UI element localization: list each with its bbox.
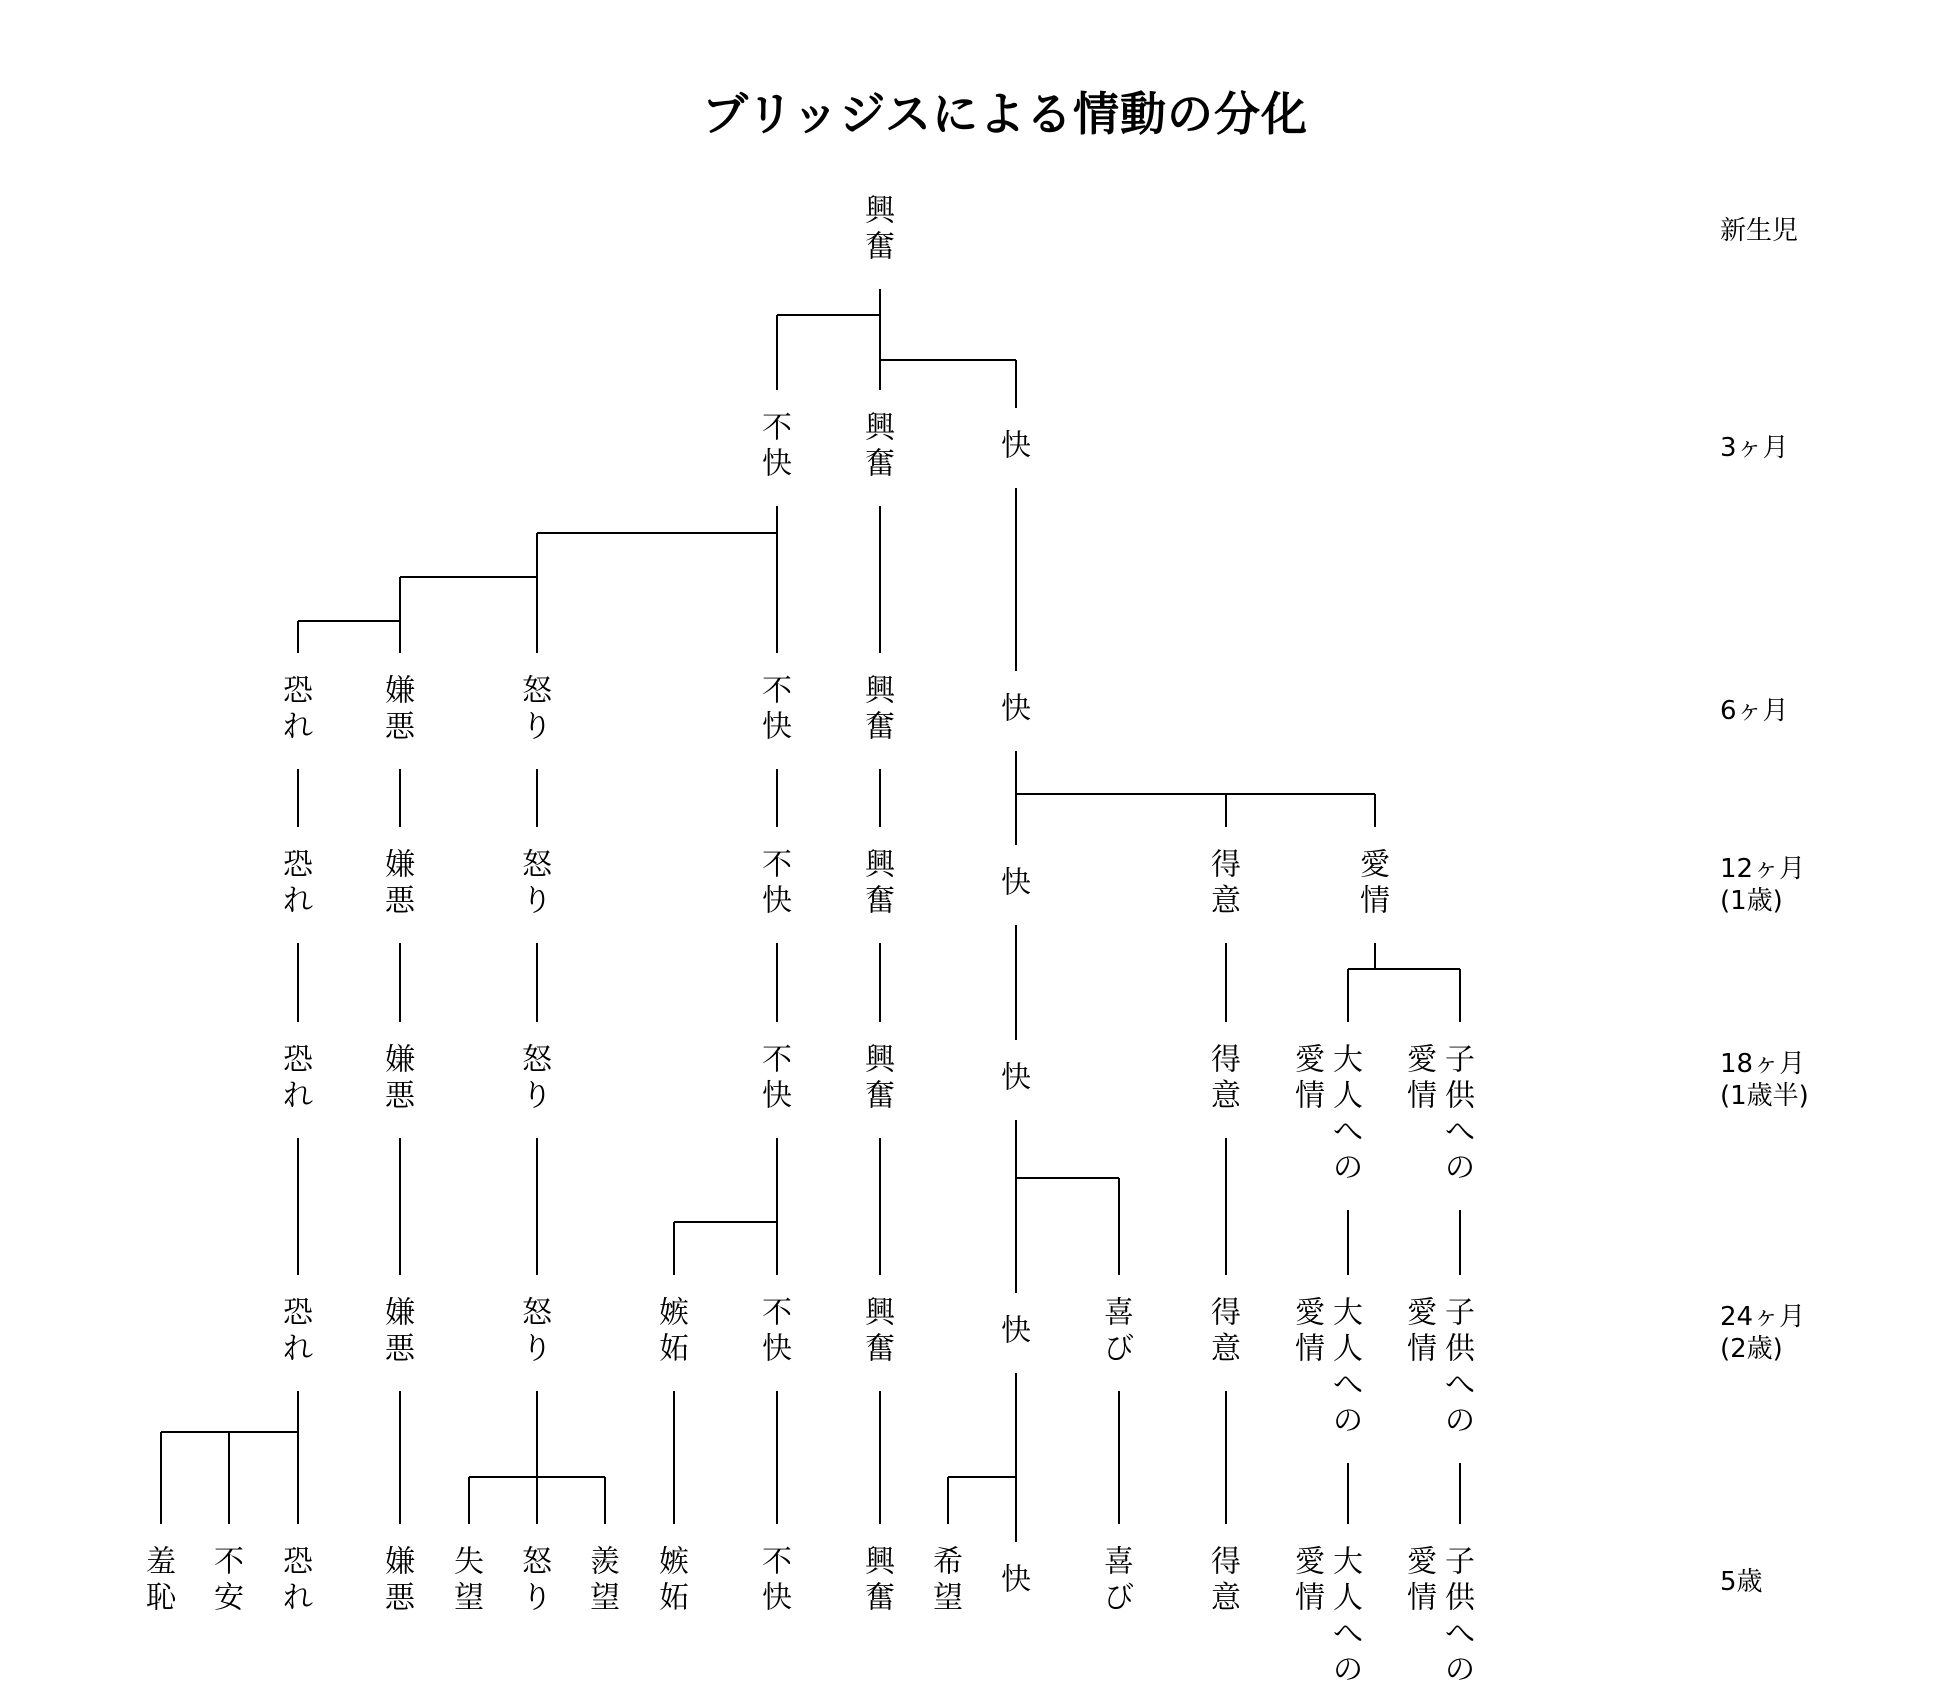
connector-lines xyxy=(161,289,1460,1542)
emotion-glyph: 不 xyxy=(762,410,792,446)
emotion-glyph: 恥 xyxy=(146,1580,176,1616)
emotion-label-joy-y5 xyxy=(1104,1545,1134,1616)
emotion-label-disgust-m18 xyxy=(385,1043,416,1114)
emotion-glyph: 快 xyxy=(762,446,792,482)
emotion-glyph: の xyxy=(1445,1403,1475,1439)
emotion-label-affection-m12 xyxy=(1360,848,1390,919)
emotion-glyph: り xyxy=(522,1078,552,1114)
emotion-label-affection_children-y5 xyxy=(1407,1545,1476,1684)
emotion-glyph: 希 xyxy=(933,1544,963,1580)
emotion-glyph: へ xyxy=(1445,1616,1475,1652)
stage-label-line: 6ヶ月 xyxy=(1720,696,1789,726)
emotion-glyph: 興 xyxy=(865,673,895,709)
stage-label-line: 3ヶ月 xyxy=(1720,433,1789,463)
emotion-glyph: り xyxy=(522,1580,552,1616)
emotion-glyph: 得 xyxy=(1211,1295,1241,1331)
emotion-glyph: へ xyxy=(1445,1367,1475,1403)
emotion-glyph: 大 xyxy=(1333,1042,1363,1078)
emotion-glyph: の xyxy=(1445,1150,1475,1186)
emotion-glyph: 得 xyxy=(1211,1544,1241,1580)
emotion-glyph: 快 xyxy=(1001,865,1031,901)
emotion-glyph: 供 xyxy=(1445,1580,1475,1616)
emotion-glyph: へ xyxy=(1333,1616,1363,1652)
emotion-label-disgust-y5 xyxy=(385,1545,416,1616)
emotion-glyph: 人 xyxy=(1333,1580,1363,1616)
emotion-label-disgust-m6 xyxy=(385,674,416,745)
emotion-glyph: 恐 xyxy=(283,1295,313,1331)
emotion-label-distress-m3 xyxy=(762,411,792,482)
emotion-glyph: 望 xyxy=(454,1580,484,1616)
emotion-glyph: 快 xyxy=(1001,1313,1031,1349)
emotion-glyph: 妬 xyxy=(659,1331,689,1367)
emotion-glyph: 喜 xyxy=(1104,1295,1134,1331)
emotion-label-delight-m12 xyxy=(1001,866,1031,901)
emotion-glyph: 大 xyxy=(1333,1295,1363,1331)
emotion-label-jealousy-y5 xyxy=(659,1545,689,1616)
emotion-glyph: 人 xyxy=(1333,1078,1363,1114)
emotion-glyph: 嫉 xyxy=(659,1544,689,1580)
emotion-glyph: 不 xyxy=(762,1042,792,1078)
emotion-glyph: 快 xyxy=(762,883,792,919)
emotion-label-delight-m18 xyxy=(1001,1061,1031,1096)
emotion-glyph: 興 xyxy=(865,193,895,229)
emotion-label-disappointment-y5 xyxy=(454,1545,484,1616)
emotion-label-excitement-m6 xyxy=(865,674,897,745)
emotion-glyph: 奮 xyxy=(865,709,895,745)
emotion-label-excitement-m3 xyxy=(865,411,897,482)
stage-label-y5 xyxy=(1720,1567,1763,1597)
emotion-glyph: れ xyxy=(283,709,313,745)
emotion-glyph: の xyxy=(1445,1652,1475,1684)
stage-label-line: 新生児 xyxy=(1720,216,1799,246)
emotion-label-fear-m12 xyxy=(283,848,314,919)
emotion-glyph: 大 xyxy=(1333,1544,1363,1580)
stage-label-line: 12ヶ月 xyxy=(1720,854,1806,884)
stage-label-m24 xyxy=(1720,1302,1805,1364)
emotion-glyph: 情 xyxy=(1407,1078,1437,1114)
diagram-title: ブリッジスによる情動の分化 xyxy=(702,87,1308,141)
emotion-glyph: 望 xyxy=(933,1580,963,1616)
emotion-glyph: 愛 xyxy=(1295,1544,1325,1580)
emotion-glyph: 快 xyxy=(762,1078,792,1114)
emotion-labels xyxy=(146,194,1476,1684)
emotion-label-elation-m24 xyxy=(1211,1296,1241,1367)
emotion-label-distress-m24 xyxy=(762,1296,792,1367)
emotion-glyph: び xyxy=(1104,1580,1134,1616)
emotion-glyph: 悪 xyxy=(385,1078,415,1114)
emotion-glyph: 奮 xyxy=(865,229,895,265)
emotion-glyph: 嫌 xyxy=(385,1544,415,1580)
emotion-glyph: 嫌 xyxy=(385,1042,415,1078)
emotion-glyph: 興 xyxy=(865,1295,895,1331)
emotion-label-hope-y5 xyxy=(933,1545,963,1616)
emotion-glyph: 怒 xyxy=(522,847,552,883)
stage-label-line: (1歳) xyxy=(1720,886,1783,916)
emotion-label-anger-y5 xyxy=(522,1545,553,1616)
emotion-label-fear-m6 xyxy=(283,674,314,745)
emotion-glyph: 快 xyxy=(1001,1562,1031,1598)
emotion-label-delight-y5 xyxy=(1001,1563,1031,1598)
emotion-label-excitement-newborn xyxy=(865,194,897,265)
emotion-glyph: 興 xyxy=(865,1544,895,1580)
emotion-label-fear-m24 xyxy=(283,1296,314,1367)
emotion-glyph: 妬 xyxy=(659,1580,689,1616)
emotion-glyph: 嫉 xyxy=(659,1295,689,1331)
emotion-glyph: 情 xyxy=(1295,1580,1325,1616)
emotion-glyph: 興 xyxy=(865,410,895,446)
emotion-glyph: へ xyxy=(1445,1114,1475,1150)
emotion-label-disgust-m24 xyxy=(385,1296,416,1367)
emotion-glyph: 愛 xyxy=(1360,847,1390,883)
emotion-label-excitement-m24 xyxy=(865,1296,897,1367)
emotion-label-fear-y5 xyxy=(283,1545,314,1616)
stage-label-line: 18ヶ月 xyxy=(1720,1049,1806,1079)
emotion-glyph: 意 xyxy=(1211,1580,1241,1616)
emotion-label-distress-y5 xyxy=(762,1545,792,1616)
emotion-glyph: 子 xyxy=(1445,1295,1475,1331)
emotion-glyph: 嫌 xyxy=(385,1295,415,1331)
emotion-glyph: 子 xyxy=(1445,1544,1475,1580)
emotion-glyph: 不 xyxy=(762,1295,792,1331)
emotion-glyph: 不 xyxy=(762,1544,792,1580)
emotion-glyph: 恐 xyxy=(283,1042,313,1078)
emotion-glyph: 嫌 xyxy=(385,673,415,709)
stage-label-m6 xyxy=(1720,696,1789,726)
emotion-label-affection_children-m24 xyxy=(1407,1296,1476,1439)
emotion-label-affection_adults-m24 xyxy=(1295,1296,1363,1439)
emotion-label-distress-m6 xyxy=(762,674,792,745)
emotion-glyph: 人 xyxy=(1333,1331,1363,1367)
emotion-label-anger-m24 xyxy=(522,1296,553,1367)
stage-label-m3 xyxy=(1720,433,1789,463)
emotion-glyph: 怒 xyxy=(522,1295,552,1331)
emotion-glyph: 供 xyxy=(1445,1078,1475,1114)
emotion-glyph: の xyxy=(1333,1652,1363,1684)
emotion-glyph: 快 xyxy=(762,1580,792,1616)
stage-label-m12 xyxy=(1720,854,1805,916)
emotion-glyph: れ xyxy=(283,1331,313,1367)
stage-label-line: 24ヶ月 xyxy=(1720,1302,1806,1332)
emotion-glyph: 情 xyxy=(1295,1078,1325,1114)
emotion-label-anger-m18 xyxy=(522,1043,553,1114)
emotion-glyph: 得 xyxy=(1211,847,1241,883)
emotion-label-disgust-m12 xyxy=(385,848,416,919)
emotion-glyph: 悪 xyxy=(385,1331,415,1367)
emotion-glyph: 怒 xyxy=(522,1042,552,1078)
emotion-glyph: 恐 xyxy=(283,847,313,883)
emotion-glyph: 意 xyxy=(1211,1331,1241,1367)
emotion-glyph: の xyxy=(1333,1150,1363,1186)
emotion-glyph: 興 xyxy=(865,1042,895,1078)
emotion-glyph: 情 xyxy=(1295,1331,1325,1367)
emotion-glyph: れ xyxy=(283,1580,313,1616)
emotion-glyph: 意 xyxy=(1211,1078,1241,1114)
emotion-glyph: 悪 xyxy=(385,709,415,745)
emotion-glyph: 情 xyxy=(1407,1331,1437,1367)
emotion-glyph: 奮 xyxy=(865,883,895,919)
emotion-label-elation-m18 xyxy=(1211,1043,1241,1114)
emotion-glyph: 愛 xyxy=(1295,1042,1325,1078)
emotion-glyph: 安 xyxy=(214,1580,244,1616)
emotion-glyph: 快 xyxy=(1001,691,1031,727)
emotion-glyph: 興 xyxy=(865,847,895,883)
emotion-label-affection_adults-y5 xyxy=(1295,1545,1363,1684)
emotion-glyph: 望 xyxy=(590,1580,620,1616)
emotion-label-envy-y5 xyxy=(590,1545,620,1616)
emotion-label-excitement-m12 xyxy=(865,848,897,919)
emotion-glyph: れ xyxy=(283,883,313,919)
emotion-glyph: 子 xyxy=(1445,1042,1475,1078)
emotion-label-shame-y5 xyxy=(146,1545,178,1616)
emotion-label-distress-m12 xyxy=(762,848,792,919)
stage-label-newborn xyxy=(1720,216,1798,246)
emotion-glyph: 快 xyxy=(762,1331,792,1367)
emotion-glyph: 悪 xyxy=(385,883,415,919)
emotion-glyph: 怒 xyxy=(522,673,552,709)
emotion-glyph: 愛 xyxy=(1407,1295,1437,1331)
emotion-label-distress-m18 xyxy=(762,1043,792,1114)
stage-label-m18 xyxy=(1720,1049,1809,1111)
emotion-label-joy-m24 xyxy=(1104,1296,1134,1367)
emotion-glyph: の xyxy=(1333,1403,1363,1439)
emotion-glyph: 奮 xyxy=(865,1580,895,1616)
emotion-label-fear-m18 xyxy=(283,1043,314,1114)
emotion-glyph: り xyxy=(522,709,552,745)
emotion-glyph: 奮 xyxy=(865,446,895,482)
emotion-glyph: 愛 xyxy=(1295,1295,1325,1331)
stage-label-line: (2歳) xyxy=(1720,1334,1783,1364)
stage-label-line: (1歳半) xyxy=(1720,1081,1809,1111)
emotion-label-delight-m6 xyxy=(1001,692,1031,727)
emotion-glyph: 嫌 xyxy=(385,847,415,883)
emotion-label-elation-y5 xyxy=(1211,1545,1241,1616)
emotion-glyph: び xyxy=(1104,1331,1134,1367)
emotion-label-delight-m24 xyxy=(1001,1314,1031,1349)
emotion-glyph: れ xyxy=(283,1078,313,1114)
emotion-label-affection_children-m18 xyxy=(1407,1043,1476,1186)
age-stage-labels xyxy=(1720,216,1809,1597)
emotion-glyph: 意 xyxy=(1211,883,1241,919)
emotion-label-elation-m12 xyxy=(1211,848,1241,919)
emotion-glyph: 愛 xyxy=(1407,1042,1437,1078)
emotion-glyph: 奮 xyxy=(865,1331,895,1367)
emotion-glyph: 快 xyxy=(1001,1060,1031,1096)
emotion-glyph: 喜 xyxy=(1104,1544,1134,1580)
emotion-glyph: 恐 xyxy=(283,1544,313,1580)
emotion-glyph: 不 xyxy=(762,847,792,883)
emotion-label-anger-m12 xyxy=(522,848,553,919)
emotion-glyph: 情 xyxy=(1360,883,1390,919)
emotion-glyph: 悪 xyxy=(385,1580,415,1616)
emotion-glyph: り xyxy=(522,1331,552,1367)
emotion-glyph: 供 xyxy=(1445,1331,1475,1367)
emotion-label-excitement-m18 xyxy=(865,1043,897,1114)
emotion-glyph: 愛 xyxy=(1407,1544,1437,1580)
emotion-glyph: 得 xyxy=(1211,1042,1241,1078)
emotion-glyph: 不 xyxy=(762,673,792,709)
emotion-glyph: 奮 xyxy=(865,1078,895,1114)
emotion-glyph: 不 xyxy=(214,1544,244,1580)
emotion-label-delight-m3 xyxy=(1001,429,1031,464)
emotion-glyph: り xyxy=(522,883,552,919)
emotion-glyph: へ xyxy=(1333,1114,1363,1150)
emotion-label-affection_adults-m18 xyxy=(1295,1043,1363,1186)
emotion-glyph: 情 xyxy=(1407,1580,1437,1616)
emotion-glyph: 怒 xyxy=(522,1544,552,1580)
emotion-label-anger-m6 xyxy=(522,674,553,745)
emotion-label-anxiety-y5 xyxy=(214,1545,244,1616)
stage-label-line: 5歳 xyxy=(1720,1567,1763,1597)
emotion-glyph: 失 xyxy=(454,1544,484,1580)
emotion-glyph: へ xyxy=(1333,1367,1363,1403)
emotion-label-excitement-y5 xyxy=(865,1545,897,1616)
emotion-glyph: 恐 xyxy=(283,673,313,709)
emotion-glyph: 羨 xyxy=(590,1544,620,1580)
emotion-glyph: 羞 xyxy=(146,1544,176,1580)
emotion-glyph: 快 xyxy=(1001,428,1031,464)
emotion-label-jealousy-m24 xyxy=(659,1296,689,1367)
emotion-glyph: 快 xyxy=(762,709,792,745)
